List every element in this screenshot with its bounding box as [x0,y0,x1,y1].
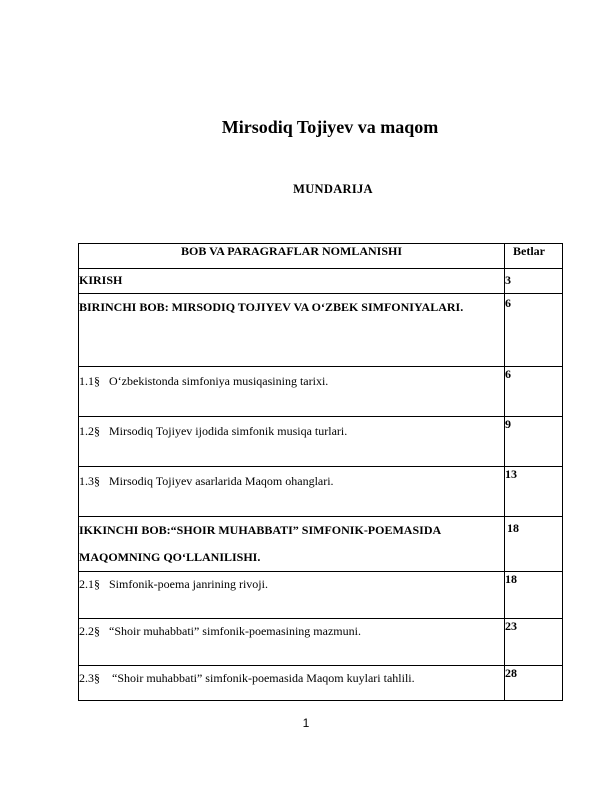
entry-number: 1.3§ [79,474,100,488]
column-header-name: BOB VA PARAGRAFLAR NOMLANISHI [79,244,505,269]
contents-row-section-1-2 [79,417,563,467]
entry-title: “Shoir muhabbati” simfonik-poemasining mazmuni. [109,624,361,638]
entry-page: 18 [505,572,563,619]
entry-title: “Shoir muhabbati” simfonik-poemasida Maqom kuylari tahlili. [109,671,415,685]
entry-cell [79,619,505,666]
contents-row-section-2-2 [79,619,563,666]
entry-number: 2.2§ [79,624,100,638]
entry-number: 1.2§ [79,424,100,438]
contents-heading: MUNDARIJA [293,182,373,196]
contents-row-chapter-2 [79,517,563,572]
entry-title: Mirsodiq Tojiyev ijodida simfonik musiqa turlari. [109,424,348,438]
entry-number: 1.1§ [79,374,100,388]
contents-row-section-1-1 [79,367,563,417]
entry-page: 28 [505,666,563,701]
entry-cell [79,666,505,701]
contents-row-section-1-3 [79,467,563,517]
entry-cell [79,367,505,417]
entry-title: KIRISH [79,269,505,294]
contents-row-section-2-1 [79,572,563,619]
contents-table [78,243,563,701]
entry-number: 2.1§ [79,577,100,591]
entry-cell [79,467,505,517]
contents-header-row [79,244,563,269]
entry-title: IKKINCHI BOB:“SHOIR MUHABBATI” SIMFONIK-POEMASIDA MAQOMNING QO‘LLANILISHI. [79,517,505,572]
entry-title: O‘zbekistonda simfoniya musiqasining tarixi. [109,374,329,388]
entry-page: 13 [505,467,563,517]
entry-page: 6 [505,294,563,367]
column-header-pages: Betlar [505,244,563,269]
entry-page: 18 [505,517,563,572]
entry-page: 9 [505,417,563,467]
entry-page: 23 [505,619,563,666]
entry-cell [79,417,505,467]
document-title: Mirsodiq Tojiyev va maqom [221,117,439,137]
entry-title: Simfonik-poema janrining rivoji. [109,577,268,591]
page-number: 1 [302,716,310,730]
entry-cell [79,572,505,619]
entry-title: BIRINCHI BOB: MIRSODIQ TOJIYEV VA O‘ZBEK SIMFONIYALARI. [79,294,505,367]
entry-page: 6 [505,367,563,417]
contents-row-chapter-1 [79,294,563,367]
contents-row-section-2-3 [79,666,563,701]
entry-number: 2.3§ [79,671,100,685]
contents-row-introduction [79,269,563,294]
entry-title: Mirsodiq Tojiyev asarlarida Maqom ohanglari. [109,474,334,488]
entry-page: 3 [505,269,563,294]
